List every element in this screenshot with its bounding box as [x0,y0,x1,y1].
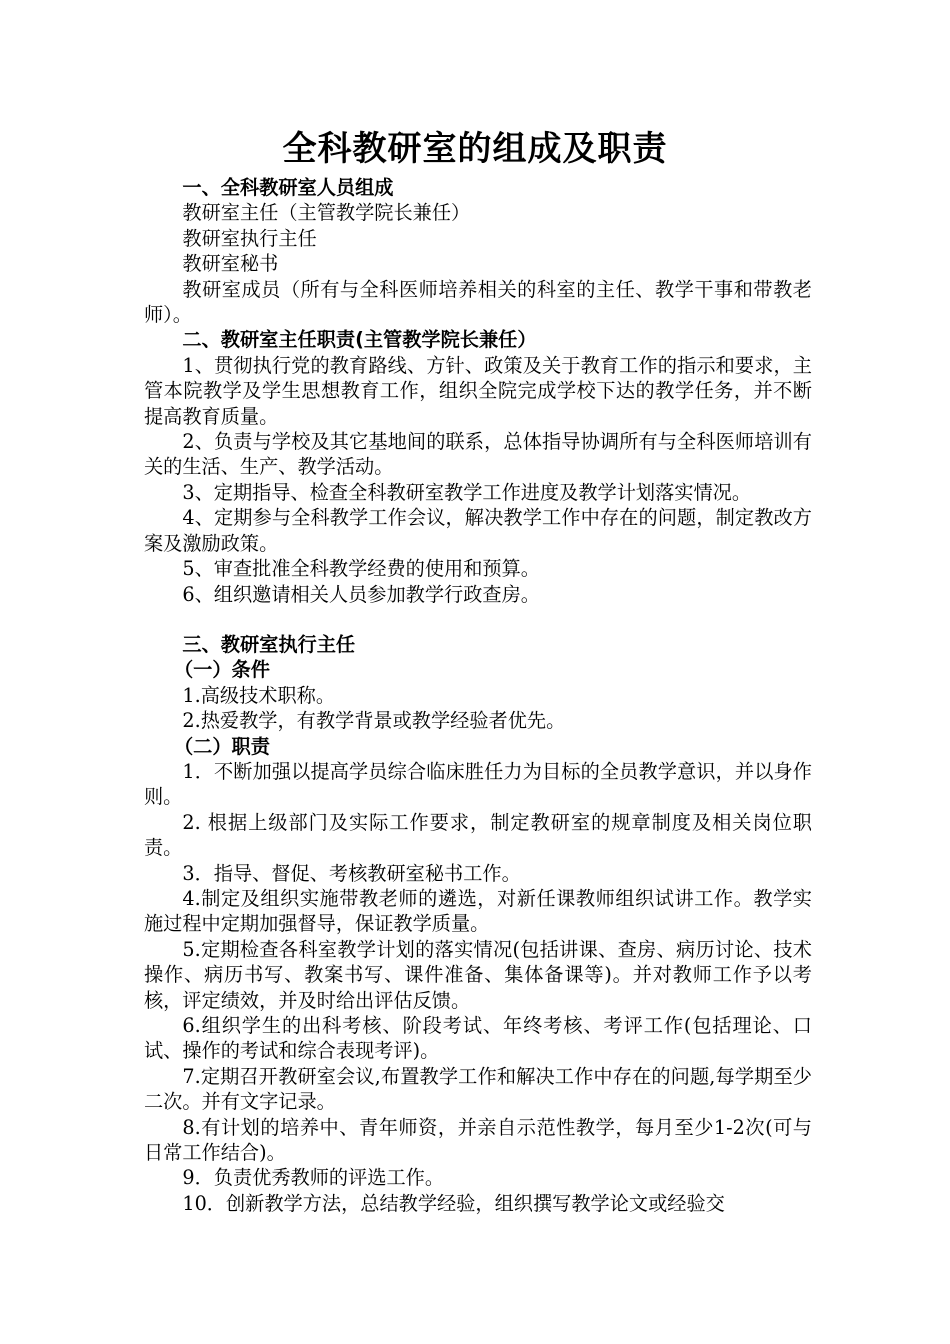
blank-line [144,607,812,632]
paragraph: 3、定期指导、检查全科教研室教学工作进度及教学计划落实情况。 [182,480,752,504]
paragraph: 2.热爱教学，有教学背景或教学经验者优先。 [182,709,566,733]
subsection-heading: （二）职责 [174,734,270,758]
paragraph: 教研室主任（主管教学院长兼任） [182,201,471,225]
paragraph: 2、负责与学校及其它基地间的联系，总体指导协调所有与全科医师培训有关的生活、生产、教学活动。 [144,430,812,479]
section-heading: 二、教研室主任职责(主管教学院长兼任） [182,328,537,352]
paragraph: 1.高级技术职称。 [182,683,336,707]
paragraph: 教研室成员（所有与全科医师培养相关的科室的主任、教学干事和带教老师）。 [144,277,812,327]
paragraph: 4.制定及组织实施带教老师的遴选，对新任课教师组织试讲工作。教学实施过程中定期加强督导，保证教学质量。 [144,886,812,936]
paragraph: 1、贯彻执行党的教育路线、方针、政策及关于教育工作的指示和要求，主管本院教学及学生思想教育工作，组织全院完成学校下达的教学任务，并不断提高教育质量。 [144,353,812,428]
paragraph: 教研室秘书 [182,252,279,276]
paragraph: 7.定期召开教研室会议,布置教学工作和解决工作中存在的问题,每学期至少二次。并有文字记录。 [144,1064,812,1114]
paragraph: 5、审查批准全科教学经费的使用和预算。 [182,557,540,581]
document-body [144,175,812,1216]
section-heading: 一、全科教研室人员组成 [182,176,394,199]
paragraph: 6.组织学生的出科考核、阶段考试、年终考核、考评工作(包括理论、口试、操作的考试和综合表现考评)。 [144,1014,812,1063]
subsection-heading: （一）条件 [174,658,270,682]
paragraph: 1．不断加强以提高学员综合临床胜任力为目标的全员教学意识，并以身作则。 [144,759,812,809]
paragraph: 教研室执行主任 [182,226,317,250]
paragraph: 10．创新教学方法，总结教学经验，组织撰写教学论文或经验交 [182,1191,725,1215]
paragraph: 2. 根据上级部门及实际工作要求，制定教研室的规章制度及相关岗位职责。 [144,810,812,860]
paragraph: 9．负责优秀教师的评选工作。 [182,1166,445,1190]
document-title: 全科教研室的组成及职责 [282,129,668,169]
paragraph: 5.定期检查各科室教学计划的落实情况(包括讲课、查房、病历讨论、技术操作、病历书写、教案书写、课件准备、集体备课等)。并对教师工作予以考核，评定绩效，并及时给出评估反馈。 [144,937,812,1012]
paragraph: 4、定期参与全科教学工作会议，解决教学工作中存在的问题，制定教改方案及激励政策。 [144,506,812,555]
paragraph: 6、组织邀请相关人员参加教学行政查房。 [182,582,540,606]
paragraph: 3．指导、督促、考核教研室秘书工作。 [182,861,521,885]
paragraph: 8.有计划的培养中、青年师资，并亲自示范性教学，每月至少1-2次(可与日常工作结合)。 [144,1115,812,1165]
section-heading: 三、教研室执行主任 [182,632,356,656]
